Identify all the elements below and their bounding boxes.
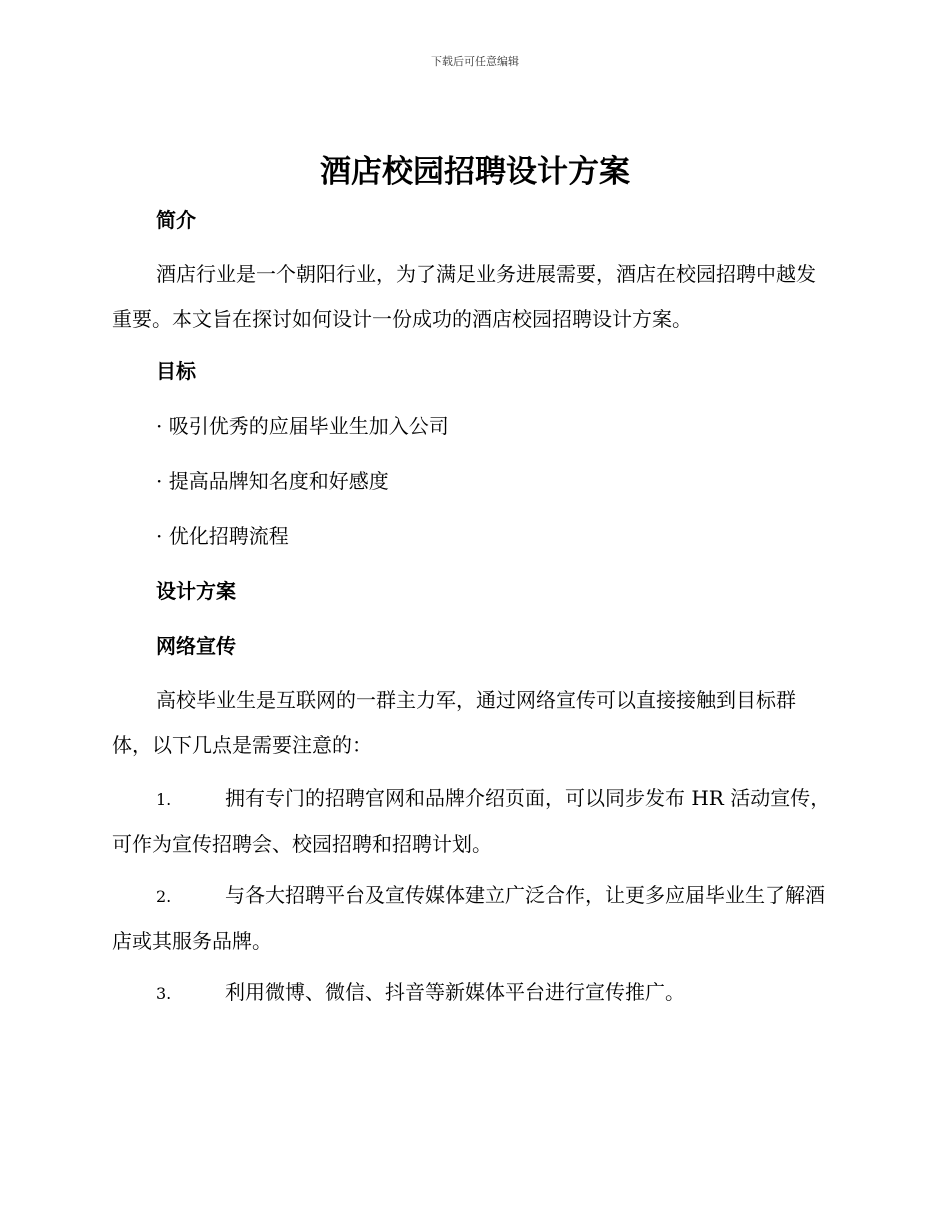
numbered-item bbox=[112, 970, 834, 1016]
header-note: 下载后可任意编辑 bbox=[431, 55, 519, 68]
item-text: 利用微博、微信、抖音等新媒体平台进行宣传推广。 bbox=[225, 980, 685, 1004]
numbered-item bbox=[112, 776, 834, 867]
item-text: 与各大招聘平台及宣传媒体建立广泛合作，让更多应届毕业生了解酒店或其服务品牌。 bbox=[112, 883, 825, 953]
section-heading-goals: 目标 bbox=[156, 359, 196, 383]
item-number: 2. bbox=[156, 887, 172, 906]
numbered-item bbox=[112, 873, 834, 964]
item-number: 1. bbox=[156, 790, 172, 809]
section-heading-design: 设计方案 bbox=[156, 579, 236, 603]
goal-item: · 提高品牌知名度和好感度 bbox=[156, 469, 389, 493]
item-text: 拥有专门的招聘官网和品牌介绍页面，可以同步发布 HR 活动宣传，可作为宣传招聘会、校园招聘和招聘计划。 bbox=[112, 786, 831, 856]
item-number: 3. bbox=[156, 984, 172, 1003]
online-paragraph: 高校毕业生是互联网的一群主力军，通过网络宣传可以直接接触到目标群体，以下几点是需要注意的： bbox=[112, 688, 796, 757]
page-title: 酒店校园招聘设计方案 bbox=[320, 154, 630, 190]
intro-paragraph: 酒店行业是一个朝阳行业，为了满足业务进展需要，酒店在校园招聘中越发重要。本文旨在探讨如何设计一份成功的酒店校园招聘设计方案。 bbox=[112, 262, 816, 331]
goal-item: · 优化招聘流程 bbox=[156, 524, 289, 548]
section-heading-online: 网络宣传 bbox=[156, 634, 236, 658]
section-heading-intro: 简介 bbox=[156, 208, 196, 232]
goal-item: · 吸引优秀的应届毕业生加入公司 bbox=[156, 414, 449, 438]
